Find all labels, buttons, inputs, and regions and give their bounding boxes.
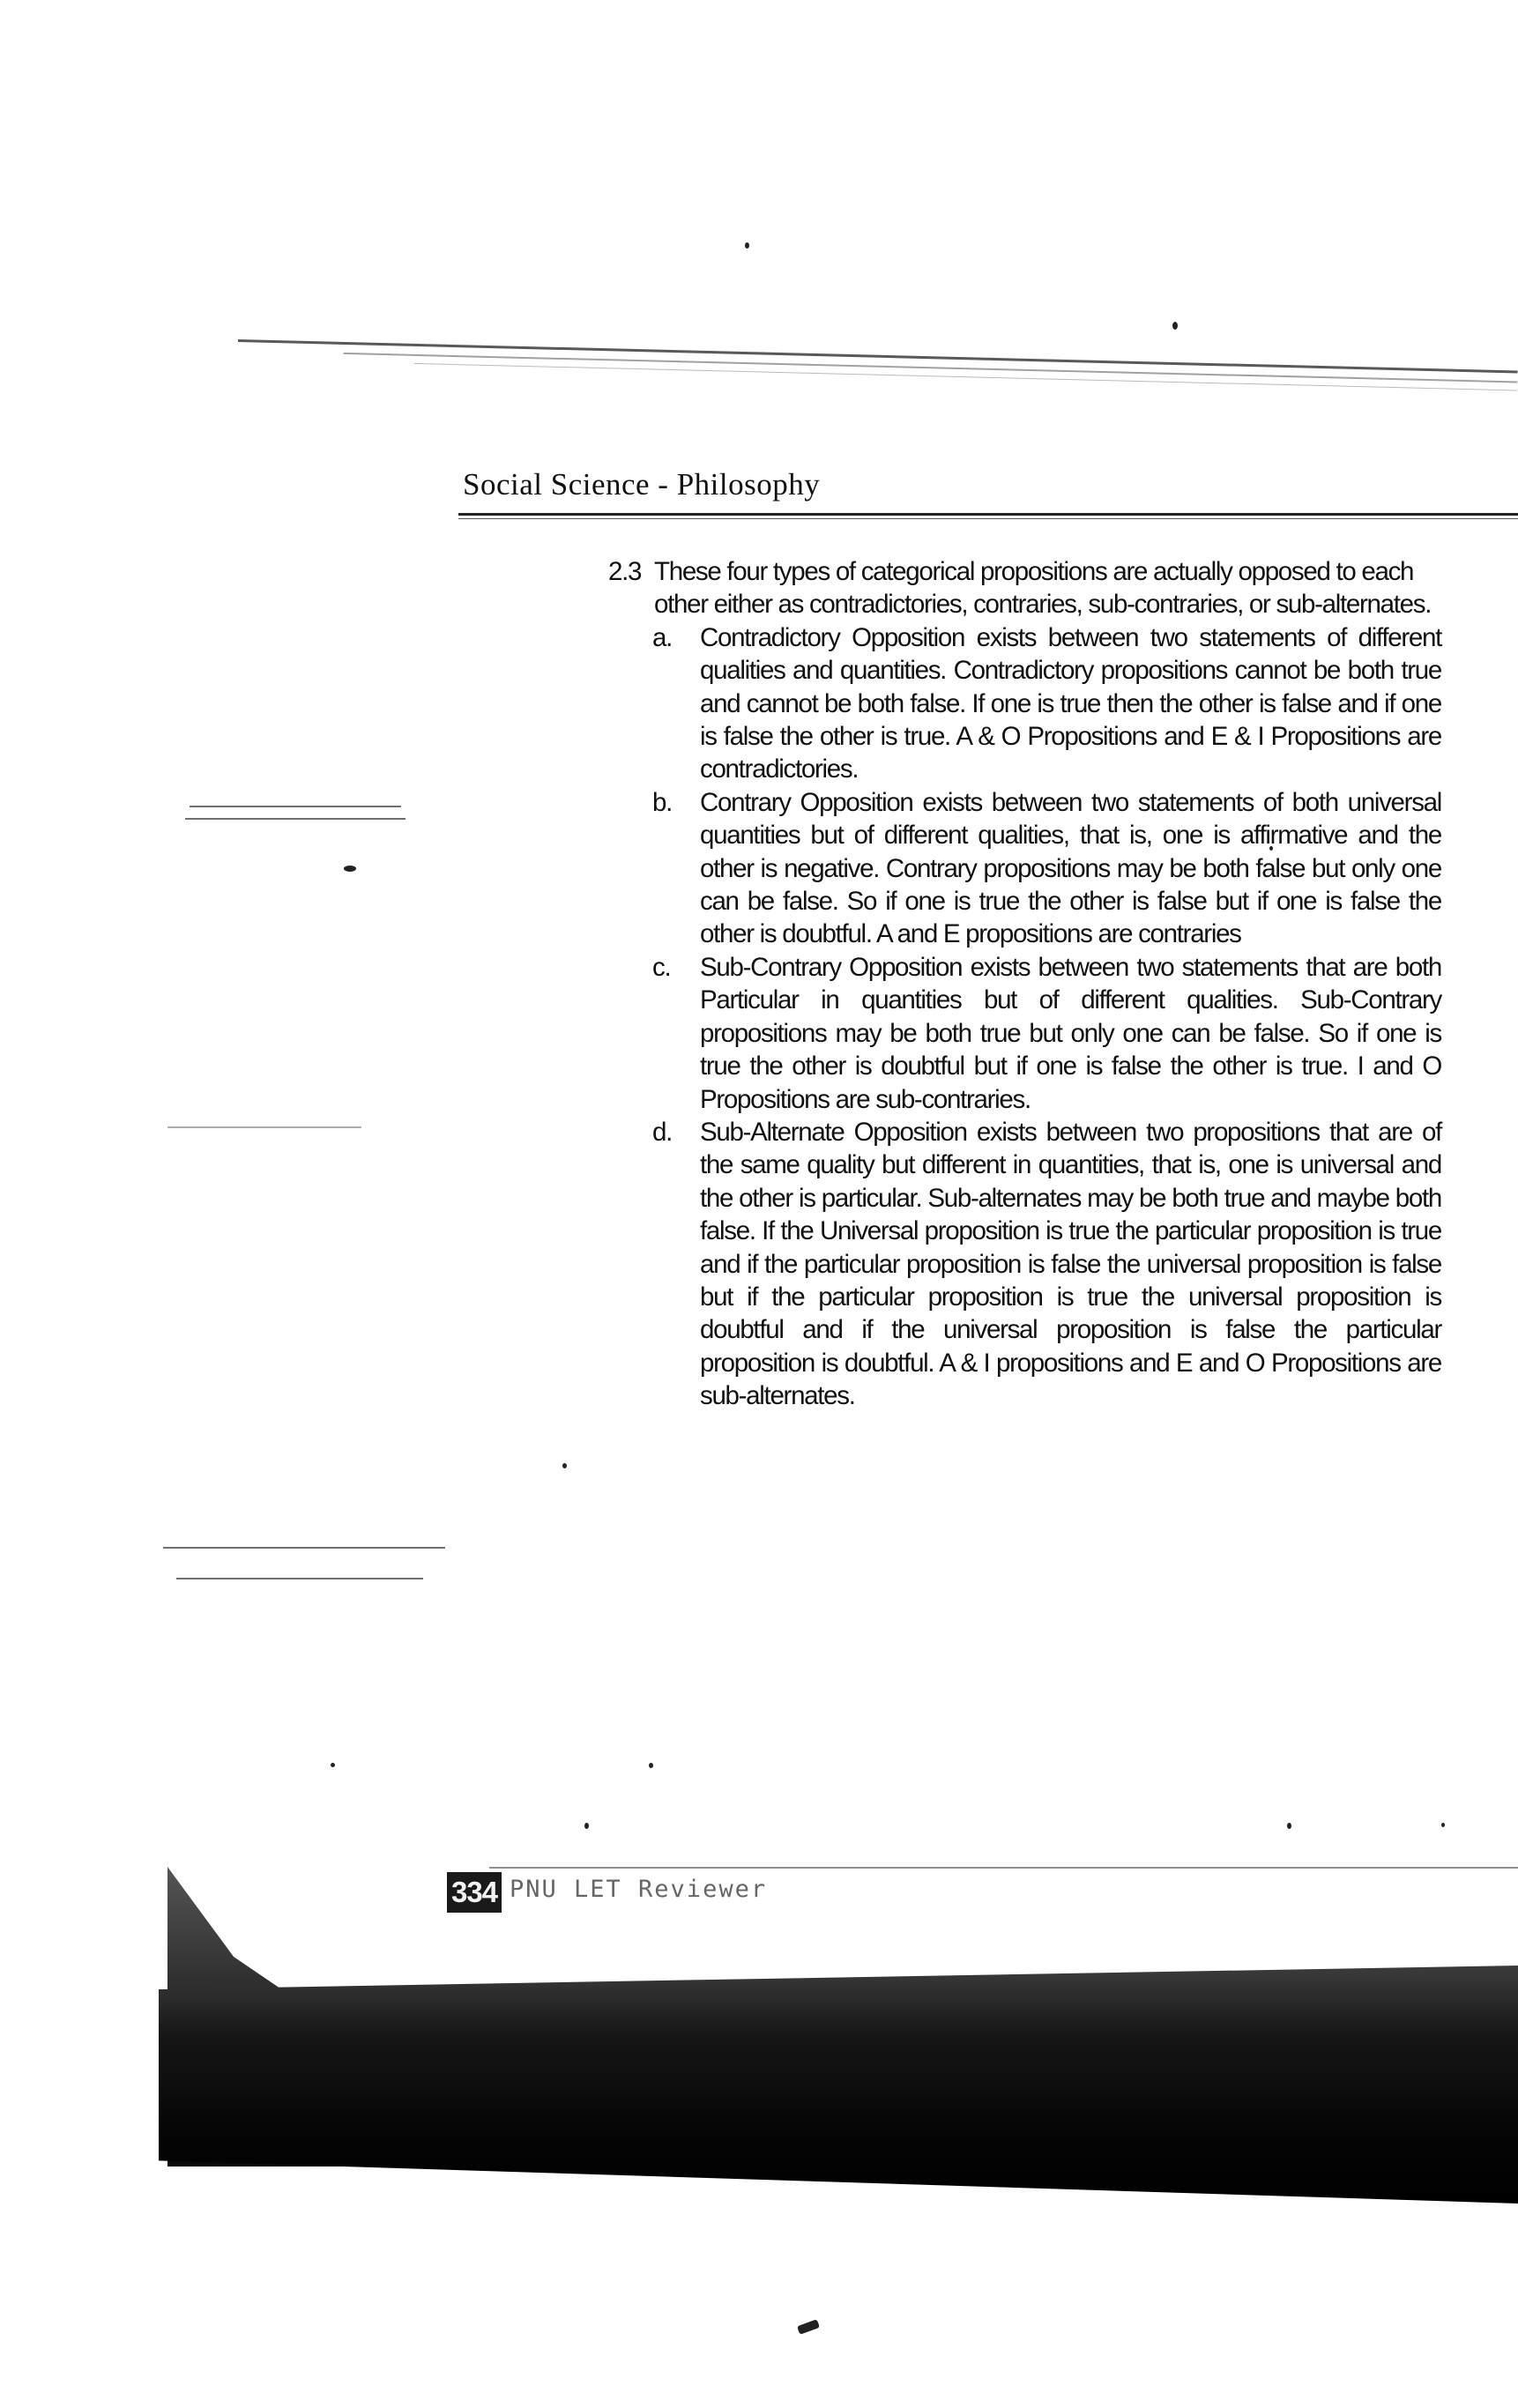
margin-line-artifact [185,818,406,820]
scan-shadow [159,1966,1518,2204]
section-intro [608,555,1441,621]
speck-artifact [745,242,749,249]
speck-artifact [1172,322,1178,330]
list-item-contrary [608,786,1441,951]
footer-book-title: PNU LET Reviewer [510,1876,768,1903]
list-item-text: Contradictory Opposition exists between two statements of different qualities and quantities. Contradictory propositions cannot be both true and cannot be both false. If one is true then the other is false and if one is false the other is true. A & O Propositions and E & I Propositions are contradictories. [700,622,1441,784]
section-number: 2.3 [608,557,642,586]
list-item-sub-contrary [608,951,1441,1116]
margin-line-artifact [190,806,401,807]
list-item-text: Sub-Alternate Opposition exists between two propositions that are of the same quality but different in quantities, that is, one is universal and the other is particular. Sub-alternates may be both true and maybe both false. If the Universal proposition is true the particular proposition is true and if the particular proposition is false the universal proposition is false but if the particular proposition is true the universal proposition is doubtful and if the universal proposition is false the particular proposition is doubtful. A & I propositions and E and O Propositions are sub-alternates. [700,1117,1441,1411]
page-number-badge: 334 [447,1872,502,1913]
speck-artifact [649,1763,653,1768]
list-item-sub-alternate [608,1116,1441,1413]
section-intro-text: These four types of categorical propositions are actually opposed to each other either as contradictories, contraries, sub-contraries, or sub-alternates. [654,557,1432,620]
list-item-contradictory [608,621,1441,786]
list-item-letter: b. [652,787,673,817]
speck-artifact [1287,1823,1291,1829]
footer-rule [489,1867,1518,1869]
speck-artifact [797,2319,820,2335]
header-rule [458,518,1518,519]
speck-artifact [584,1823,589,1829]
speck-artifact [562,1463,567,1468]
running-header-title: Social Science - Philosophy [463,467,821,502]
margin-line-artifact [167,1126,361,1128]
list-item-letter: a. [652,622,673,652]
list-item-letter: d. [652,1117,673,1147]
page-content [608,555,1441,1413]
speck-artifact [1441,1823,1445,1827]
header-rule [458,513,1518,516]
list-item-text: Sub-Contrary Opposition exists between two statements that are both Particular in quantities but of different qualities. Sub-Contrary propositions may be both true but only one can be false. So if one is true the other is doubtful but if one is false the other is true. I and O Propositions are sub-contraries. [700,952,1441,1114]
list-item-text: Contrary Opposition exists between two statements of both universal quantities but of different qualities, that is, one is affirmative and the other is negative. Contrary propositions may be both false but only one can be false. So if one is true the other is false but if one is false the other is doubtful. A and E propositions are contraries [700,787,1441,949]
margin-line-artifact [176,1578,423,1579]
scan-line-artifact [237,339,1518,405]
list-item-letter: c. [652,952,671,982]
speck-artifact [344,866,356,872]
margin-line-artifact [163,1547,445,1549]
speck-artifact [331,1763,335,1767]
